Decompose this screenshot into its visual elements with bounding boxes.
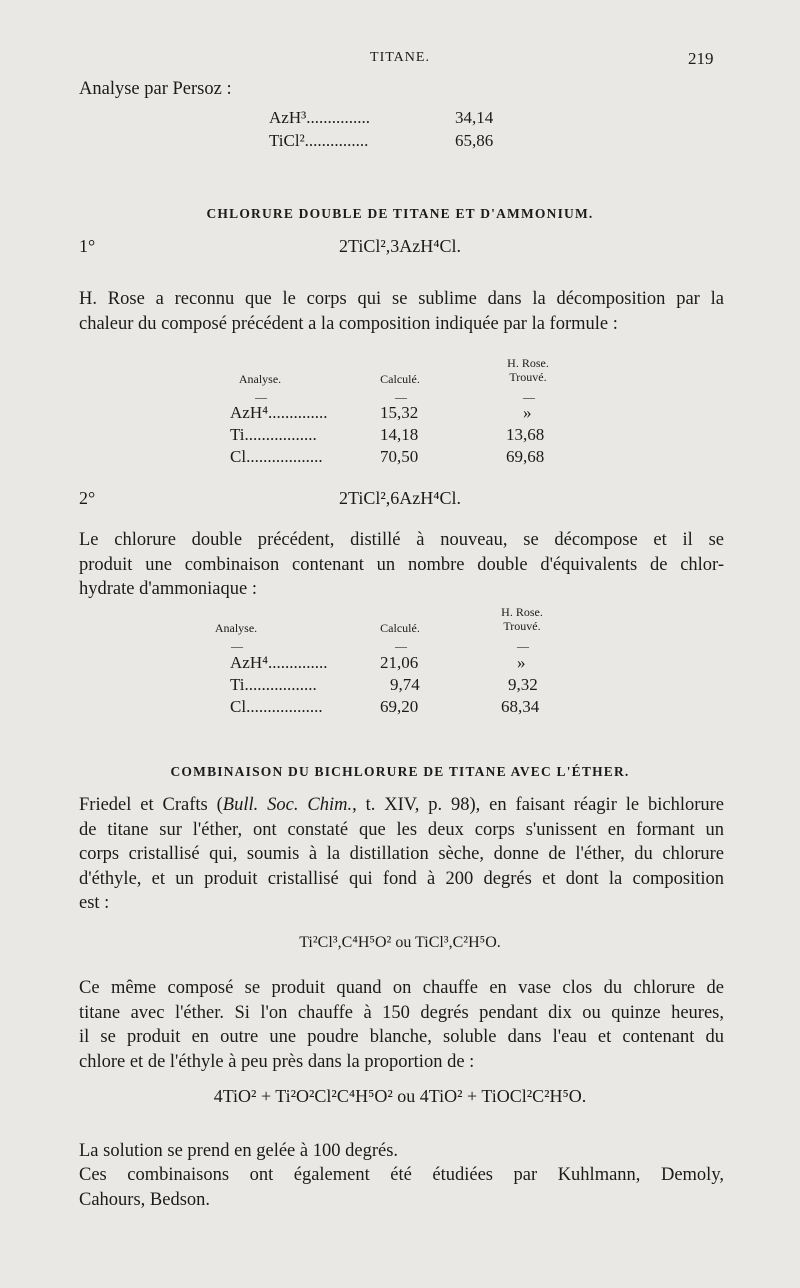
col-trouve — [492, 605, 552, 633]
col-analyse: Analyse. — [238, 372, 282, 386]
persoz-value: 65,86 — [455, 131, 494, 150]
formula-number: 1° — [79, 236, 96, 256]
table-row — [230, 447, 323, 467]
row-found: » — [523, 403, 532, 422]
table-row — [230, 425, 317, 445]
text-line: titane avec l'éther. Si l'on chauffe à 150 degrés pendant dix ou quinze heures, — [79, 1002, 724, 1023]
row-label: Cl — [230, 697, 247, 716]
section-heading: CHLORURE DOUBLE DE TITANE ET D'AMMONIUM. — [206, 206, 594, 221]
paragraph — [79, 976, 724, 1074]
text-fragment: , t. XIV, p. 98), en faisant réagir le bichlorure — [352, 795, 725, 815]
section-heading: COMBINAISON DU BICHLORURE DE TITANE AVEC L'ÉTHER. — [170, 764, 630, 779]
col-calcule: Calculé. — [380, 621, 420, 635]
text-line: produit une combinaison contenant un nombre double d'équivalents de chlor- — [79, 554, 724, 575]
journal-title: Bull. Soc. Chim. — [222, 795, 353, 815]
row-dots: ................. — [244, 425, 317, 444]
row-label: AzH³ — [269, 108, 307, 127]
col-trouve-label: Trouvé. — [503, 619, 541, 633]
persoz-row — [269, 131, 368, 151]
row-found: 68,34 — [501, 697, 540, 716]
running-head: TITANE. — [370, 50, 430, 65]
col-dash: — — [395, 390, 407, 404]
text-line: Le chlorure double précédent, distillé à nouveau, se décompose et il se — [79, 530, 724, 550]
formula: 2TiCl²,3AzH⁴Cl. — [338, 236, 462, 256]
row-label: TiCl² — [269, 131, 305, 150]
row-found: » — [517, 653, 526, 672]
text-line: de titane sur l'éther, ont constaté que les deux corps s'unissent en formant un — [79, 819, 724, 840]
row-dots: ................. — [244, 675, 317, 694]
formula-number: 2° — [79, 488, 96, 508]
row-dots: ............... — [304, 131, 369, 150]
table-row — [230, 403, 328, 423]
paragraph — [79, 287, 724, 336]
row-found: 69,68 — [506, 447, 545, 466]
col-author: H. Rose. — [507, 356, 549, 370]
text-line: il se produit en outre une poudre blanche, soluble dans l'eau et contenant du — [79, 1027, 724, 1047]
row-calc: 70,50 — [380, 447, 419, 466]
formula: Ti²Cl³,C⁴H⁵O² ou TiCl³,C²H⁵O. — [299, 934, 501, 951]
text-line: est : — [79, 893, 110, 913]
row-label: Ti — [230, 425, 245, 444]
col-trouve — [498, 356, 558, 384]
page-number: 219 — [688, 49, 714, 68]
row-found: 9,32 — [508, 675, 538, 694]
col-dash: — — [395, 639, 407, 653]
text-line: Ce même composé se produit quand on chauffe en vase clos du chlorure de — [79, 978, 724, 998]
table-row — [230, 653, 328, 673]
paragraph: La solution se prend en gelée à 100 degrés. — [79, 1141, 399, 1161]
col-calcule: Calculé. — [380, 372, 420, 386]
row-calc: 14,18 — [380, 425, 419, 444]
col-analyse: Analyse. — [214, 621, 258, 635]
table-row — [230, 675, 317, 695]
text-line: H. Rose a reconnu que le corps qui se sublime dans la décomposition par la — [79, 289, 724, 309]
col-dash: — — [517, 639, 529, 653]
text-line: d'éthyle, et un produit cristallisé qui fond à 200 degrés et dont la composition — [79, 868, 724, 889]
row-calc: 69,20 — [380, 697, 419, 716]
row-calc: 21,06 — [380, 653, 419, 672]
row-calc: 15,32 — [380, 403, 419, 422]
row-label: Ti — [230, 675, 245, 694]
paragraph — [79, 1163, 724, 1212]
text-line: Ces combinaisons ont également été étudiées par Kuhlmann, Demoly, — [79, 1165, 724, 1185]
row-dots: .............. — [268, 403, 328, 422]
row-calc: 9,74 — [390, 675, 420, 694]
row-dots: ............... — [306, 108, 370, 127]
text-line: hydrate d'ammoniaque : — [79, 579, 257, 599]
col-trouve-label: Trouvé. — [509, 370, 547, 384]
col-author: H. Rose. — [501, 605, 543, 619]
text-line: corps cristallisé qui, soumis à la distillation sèche, donne de l'éther, du chlorure — [79, 844, 724, 864]
col-dash: — — [255, 390, 267, 404]
col-dash: — — [231, 639, 243, 653]
text-line: chaleur du composé précédent a la composition indiquée par la formule : — [79, 313, 618, 334]
persoz-value: 34,14 — [455, 108, 494, 127]
row-label: Cl — [230, 447, 247, 466]
text-line — [79, 793, 724, 818]
row-dots: .................. — [246, 447, 323, 466]
row-found: 13,68 — [506, 425, 545, 444]
row-dots: .............. — [268, 653, 328, 672]
row-dots: .................. — [246, 697, 323, 716]
persoz-row — [269, 108, 370, 128]
text-line: chlore et de l'éthyle à peu près dans la proportion de : — [79, 1051, 475, 1072]
table-row — [230, 697, 323, 717]
row-label: AzH⁴ — [230, 653, 269, 672]
text-fragment: Friedel et Crafts ( — [79, 795, 223, 815]
text-line: Cahours, Bedson. — [79, 1189, 211, 1210]
formula: 4TiO² + Ti²O²Cl²C⁴H⁵O² ou 4TiO² + TiOCl²C²H⁵O. — [213, 1086, 587, 1106]
row-label: AzH⁴ — [230, 403, 269, 422]
formula: 2TiCl²,6AzH⁴Cl. — [338, 488, 462, 508]
col-dash: — — [523, 390, 535, 404]
paragraph — [79, 793, 724, 916]
persoz-intro: Analyse par Persoz : — [79, 79, 232, 99]
paragraph — [79, 528, 724, 602]
